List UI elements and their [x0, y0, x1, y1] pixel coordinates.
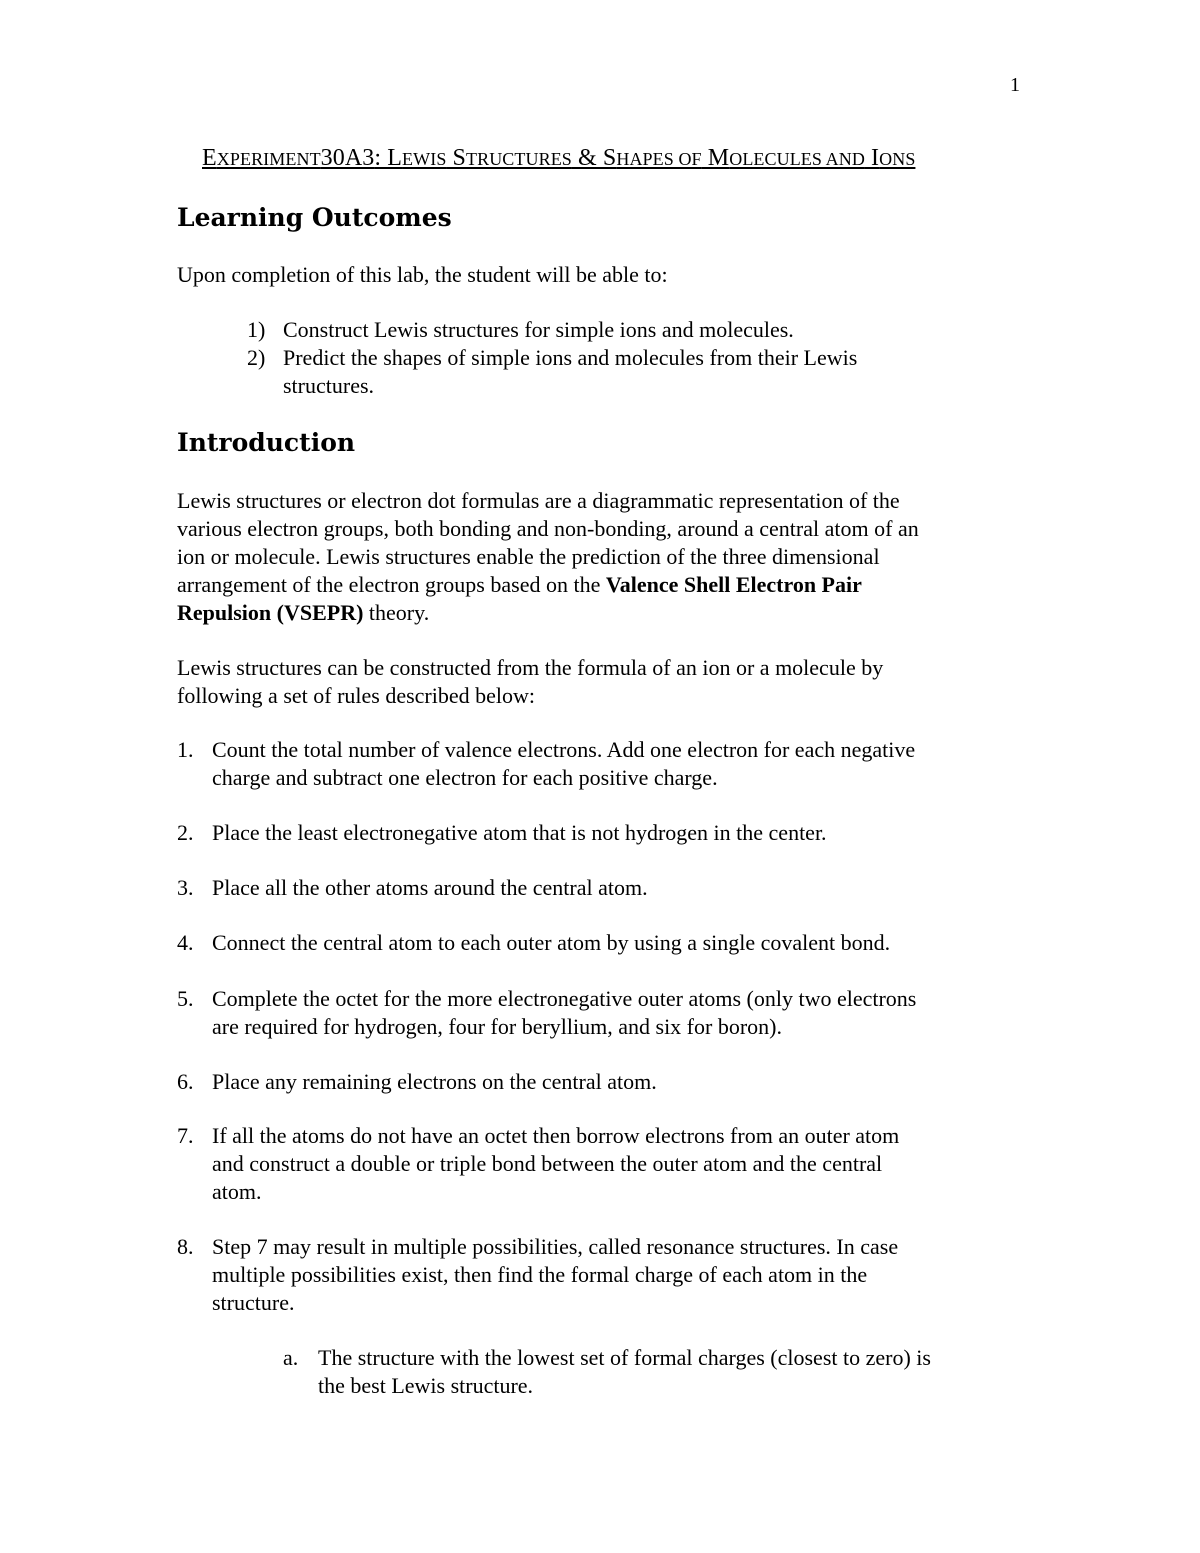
rule-text-line: Place any remaining electrons on the central atom. [212, 1069, 657, 1094]
outcome-text-line: structures. [283, 373, 375, 398]
rule-number: 5. [177, 986, 194, 1011]
paragraph-line: following a set of rules described below: [177, 683, 536, 708]
rule-text-line: Connect the central atom to each outer atom by using a single covalent bond. [212, 930, 891, 955]
rule-text-line: Count the total number of valence electrons. Add one electron for each negative [212, 737, 916, 762]
intro-paragraph-2 [177, 654, 1037, 710]
rule-text-line: and construct a double or triple bond between the outer atom and the central [212, 1151, 883, 1176]
rule-text-line: Complete the octet for the more electronegative outer atoms (only two electrons [212, 986, 917, 1011]
title-part: TRUCTURES [466, 149, 572, 169]
rule-item [177, 1122, 1037, 1206]
learning-outcomes-intro: Upon completion of this lab, the student will be able to: [177, 262, 668, 287]
rule-item [177, 874, 1037, 902]
title-part: ONS [879, 149, 916, 169]
title-part: I [864, 145, 880, 171]
page-number: 1 [1010, 74, 1020, 96]
rule-number: 6. [177, 1069, 194, 1094]
learning-outcomes-heading: Learning Outcomes [177, 203, 452, 232]
paragraph-text: arrangement of the electron groups based on the [177, 572, 606, 597]
outcome-number: 1) [247, 317, 266, 342]
paragraph-line [177, 571, 1037, 599]
rule-text-line: are required for hydrogen, four for beryllium, and six for boron). [212, 1014, 782, 1039]
subrule-item [283, 1344, 1043, 1400]
rule-text-line: Place the least electronegative atom that is not hydrogen in the center. [212, 820, 827, 845]
rule-number: 2. [177, 820, 194, 845]
rule-text-line: If all the atoms do not have an octet then borrow electrons from an outer atom [212, 1123, 900, 1148]
title-part: M [701, 145, 730, 171]
title-part: XPERIMENT [216, 149, 321, 169]
subrule-text-line: The structure with the lowest set of formal charges (closest to zero) is [318, 1345, 931, 1370]
intro-paragraph-1 [177, 487, 1037, 627]
rule-item [177, 1233, 1037, 1317]
rule-text-line: Step 7 may result in multiple possibilities, called resonance structures. In case [212, 1234, 899, 1259]
title-part: & S [571, 145, 617, 171]
title-part: S [446, 145, 466, 171]
title-part: E [202, 145, 217, 171]
rule-number: 7. [177, 1123, 194, 1148]
title-part: HAPES OF [616, 149, 702, 169]
subrule-text-line: the best Lewis structure. [318, 1373, 534, 1398]
rule-item [177, 985, 1037, 1041]
rule-number: 4. [177, 930, 194, 955]
outcome-number: 2) [247, 345, 266, 370]
rule-item [177, 736, 1037, 792]
rule-number: 3. [177, 875, 194, 900]
paragraph-line: Lewis structures can be constructed from the formula of an ion or a molecule by [177, 655, 884, 680]
paragraph-line: Lewis structures or electron dot formulas are a diagrammatic representation of the [177, 488, 900, 513]
rule-number: 8. [177, 1234, 194, 1259]
rule-text-line: multiple possibilities exist, then find the formal charge of each atom in the [212, 1262, 868, 1287]
title-part: : L [374, 145, 403, 171]
rule-item [177, 929, 1037, 957]
vsepr-term: Valence Shell Electron Pair [605, 572, 862, 597]
paragraph-line: various electron groups, both bonding and non-bonding, around a central atom of an [177, 516, 919, 541]
title-part: EWIS [402, 149, 447, 169]
outcome-text-line: Predict the shapes of simple ions and molecules from their Lewis [283, 345, 858, 370]
outcome-text: Construct Lewis structures for simple ions and molecules. [283, 317, 794, 342]
paragraph-line [177, 599, 1037, 627]
paragraph-line: ion or molecule. Lewis structures enable the prediction of the three dimensional [177, 544, 880, 569]
title-part: OLECULES AND [729, 149, 865, 169]
outcome-item [247, 344, 1047, 400]
rule-item [177, 819, 1037, 847]
rule-text-line: structure. [212, 1290, 295, 1315]
rule-text-line: charge and subtract one electron for each positive charge. [212, 765, 718, 790]
rule-text-line: Place all the other atoms around the central atom. [212, 875, 648, 900]
document-title [202, 145, 1002, 172]
paragraph-text: theory. [363, 600, 430, 625]
rule-text-line: atom. [212, 1179, 262, 1204]
title-part: 30A3 [320, 145, 375, 171]
introduction-heading: Introduction [177, 428, 356, 457]
rule-number: 1. [177, 737, 194, 762]
vsepr-term: Repulsion (VSEPR) [177, 600, 364, 625]
rule-item [177, 1068, 1037, 1096]
subrule-letter: a. [283, 1345, 299, 1370]
